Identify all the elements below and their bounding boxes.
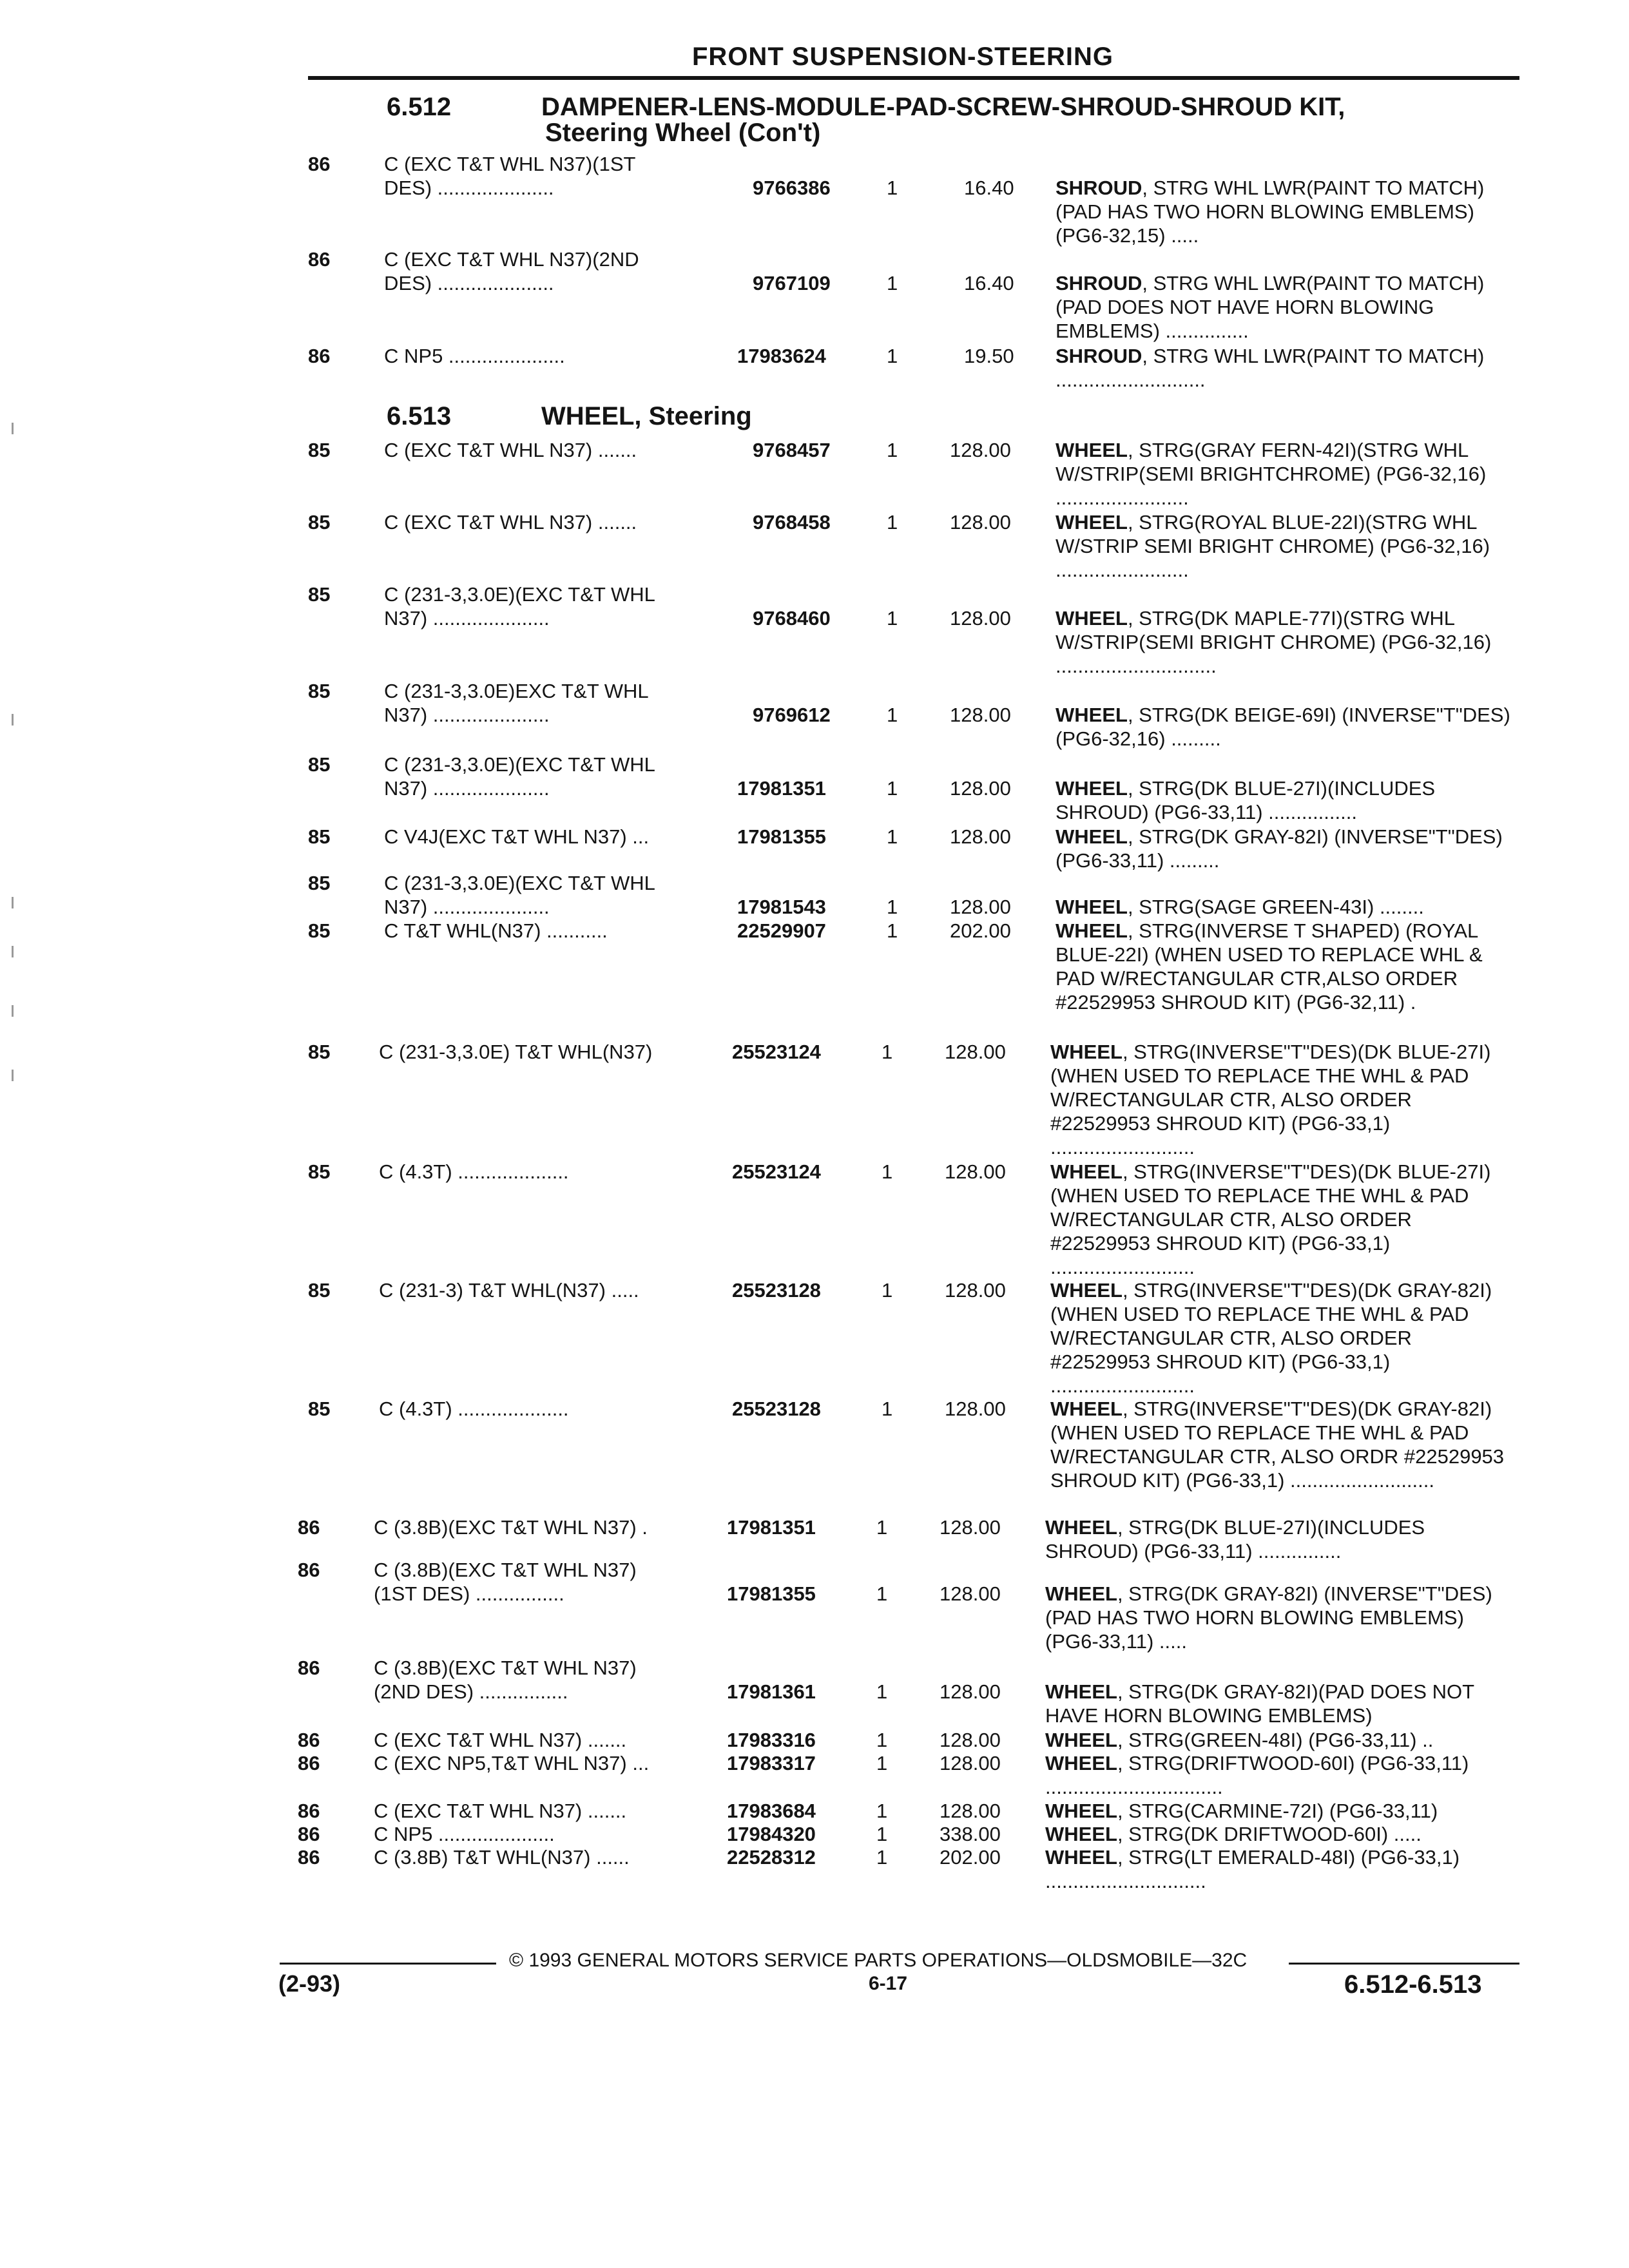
part-description [1050, 1160, 1514, 1279]
quantity: 1 [887, 272, 898, 294]
figure-number: 85 [308, 1041, 331, 1063]
part-description [1045, 1515, 1509, 1563]
figure-number: 85 [308, 919, 331, 942]
quantity: 1 [882, 1398, 893, 1420]
price: 202.00 [950, 919, 1011, 942]
figure-number: 86 [298, 1657, 320, 1679]
description-keyword: WHEEL [1055, 896, 1128, 918]
section-number: 6.512 [387, 93, 452, 121]
price: 128.00 [945, 1041, 1006, 1063]
price: 128.00 [940, 1680, 1001, 1703]
part-number: 9767109 [753, 272, 831, 294]
model-usage: C (231-3) T&T WHL(N37) ..... [379, 1279, 639, 1302]
description-text: , STRG(CARMINE-72I) (PG6-33,11) [1117, 1800, 1438, 1822]
model-usage: C (231-3,3.0E)(EXC T&T WHL N37) ..................... [384, 583, 655, 629]
quantity: 1 [887, 345, 898, 367]
price: 128.00 [940, 1752, 1001, 1774]
footer-rule-right [1289, 1963, 1519, 1965]
description-text: , STRG(DK MAPLE-77I)(STRG WHL W/STRIP(SEMI BRIGHT CHROME) (PG6-32,16) ............................. [1055, 607, 1492, 677]
figure-number: 86 [298, 1752, 320, 1774]
price: 128.00 [950, 825, 1011, 848]
figure-number: 85 [308, 511, 331, 533]
quantity: 1 [876, 1846, 888, 1869]
part-description [1045, 1680, 1509, 1727]
description-text: , STRG(GREEN-48I) (PG6-33,11) .. [1117, 1729, 1434, 1751]
part-description [1055, 606, 1519, 678]
model-usage: C (3.8B) T&T WHL(N37) ...... [374, 1846, 630, 1869]
part-number: 17983684 [727, 1800, 816, 1822]
part-description [1055, 776, 1519, 824]
footer-page-number: 6-17 [869, 1973, 908, 1994]
part-number: 17981355 [727, 1582, 816, 1605]
figure-number: 86 [298, 1729, 320, 1751]
footer-date-code: (2-93) [278, 1970, 341, 1997]
part-description [1050, 1397, 1514, 1492]
part-description [1055, 919, 1519, 1014]
description-text: , STRG WHL LWR(PAINT TO MATCH)(PAD HAS TWO HORN BLOWING EMBLEMS) (PG6-32,15) ..... [1055, 177, 1485, 247]
description-text: , STRG(SAGE GREEN-43I) ........ [1127, 896, 1424, 918]
description-text: , STRG(INVERSE"T"DES)(DK BLUE-27I) (WHEN USED TO REPLACE THE WHL & PAD W/RECTANGULAR CTR, ALSO ORDER #22529953 SHROUD KIT) (PG6-33,1) .......................... [1050, 1160, 1491, 1278]
quantity: 1 [876, 1729, 888, 1751]
description-text: , STRG(DK BLUE-27I)(INCLUDES SHROUD) (PG6-33,11) ................ [1055, 777, 1436, 823]
description-text: , STRG(DK DRIFTWOOD-60I) ..... [1117, 1823, 1422, 1845]
description-text: , STRG WHL LWR(PAINT TO MATCH) ........................... [1055, 345, 1485, 391]
figure-number: 86 [298, 1800, 320, 1822]
quantity: 1 [887, 607, 898, 629]
part-number: 17983624 [737, 345, 826, 367]
part-description [1045, 1845, 1509, 1893]
figure-number: 86 [298, 1516, 320, 1539]
quantity: 1 [887, 896, 898, 918]
part-number: 9766386 [753, 177, 831, 199]
price: 128.00 [950, 439, 1011, 461]
quantity: 1 [876, 1582, 888, 1605]
part-description [1055, 271, 1519, 343]
description-text: , STRG(INVERSE"T"DES)(DK GRAY-82I) (WHEN USED TO REPLACE THE WHL & PAD W/RECTANGULAR CTR, ALSO ORDER #22529953 SHROUD KIT) (PG6-33,1) .......................... [1050, 1279, 1492, 1397]
model-usage: C (EXC T&T WHL N37) ....... [374, 1800, 627, 1822]
figure-number: 86 [308, 153, 331, 175]
model-usage: C (EXC NP5,T&T WHL N37) ... [374, 1752, 650, 1774]
figure-number: 85 [308, 1398, 331, 1420]
price: 16.40 [964, 177, 1014, 199]
description-keyword: WHEEL [1045, 1582, 1117, 1605]
figure-number: 85 [308, 439, 331, 461]
figure-number: 86 [308, 248, 331, 271]
description-keyword: WHEEL [1045, 1846, 1117, 1869]
quantity: 1 [876, 1823, 888, 1845]
scan-artifact [12, 1070, 14, 1081]
description-text: , STRG(INVERSE"T"DES)(DK GRAY-82I) (WHEN USED TO REPLACE THE WHL & PAD W/RECTANGULAR CTR, ALSO ORDR #22529953 SHROUD KIT) (PG6-33,1) .......................... [1050, 1398, 1505, 1492]
model-usage: C (231-3,3.0E) T&T WHL(N37) [379, 1041, 653, 1063]
description-text: , STRG WHL LWR(PAINT TO MATCH)(PAD DOES NOT HAVE HORN BLOWING EMBLEMS) ............... [1055, 272, 1485, 342]
description-keyword: WHEEL [1055, 825, 1128, 848]
part-description [1045, 1822, 1509, 1846]
part-number: 9768457 [753, 439, 831, 461]
description-keyword: WHEEL [1055, 439, 1128, 461]
price: 128.00 [940, 1582, 1001, 1605]
price: 128.00 [945, 1279, 1006, 1302]
model-usage: C (3.8B)(EXC T&T WHL N37) (2ND DES) ................ [374, 1657, 637, 1703]
description-keyword: SHROUD [1055, 272, 1142, 294]
description-keyword: WHEEL [1055, 919, 1128, 942]
price: 128.00 [950, 896, 1011, 918]
model-usage: C (EXC T&T WHL N37)(1ST DES) ..................... [384, 153, 636, 199]
model-usage: C (3.8B)(EXC T&T WHL N37) (1ST DES) ................ [374, 1559, 637, 1605]
part-number: 25523128 [732, 1279, 821, 1302]
part-number: 9768460 [753, 607, 831, 629]
description-keyword: WHEEL [1055, 607, 1128, 629]
part-number: 9768458 [753, 511, 831, 533]
description-keyword: WHEEL [1055, 511, 1128, 533]
quantity: 1 [887, 177, 898, 199]
description-text: , STRG(DRIFTWOOD-60I) (PG6-33,11) ................................ [1045, 1752, 1469, 1798]
description-keyword: SHROUD [1055, 345, 1142, 367]
figure-number: 85 [308, 753, 331, 776]
description-keyword: WHEEL [1050, 1279, 1123, 1302]
price: 128.00 [940, 1516, 1001, 1539]
part-number: 22529907 [737, 919, 826, 942]
description-text: , STRG(DK BEIGE-69I) (INVERSE"T"DES) (PG6-32,16) ......... [1055, 704, 1510, 750]
part-number: 17983317 [727, 1752, 816, 1774]
model-usage: C V4J(EXC T&T WHL N37) ... [384, 825, 650, 848]
scan-artifact [12, 897, 14, 908]
quantity: 1 [887, 825, 898, 848]
part-description [1055, 344, 1519, 392]
description-keyword: WHEEL [1045, 1516, 1117, 1539]
model-usage: C T&T WHL(N37) ........... [384, 919, 608, 942]
footer-copyright: © 1993 GENERAL MOTORS SERVICE PARTS OPERATIONS—OLDSMOBILE—32C [509, 1950, 1248, 1971]
model-usage: C NP5 ..................... [384, 345, 565, 367]
part-number: 17981361 [727, 1680, 816, 1703]
price: 128.00 [940, 1800, 1001, 1822]
model-usage: C (EXC T&T WHL N37) ....... [384, 439, 637, 461]
quantity: 1 [887, 439, 898, 461]
description-text: , STRG(DK GRAY-82I) (INVERSE"T"DES) (PG6-33,11) ......... [1055, 825, 1503, 872]
description-text: , STRG(GRAY FERN-42I)(STRG WHL W/STRIP(SEMI BRIGHTCHROME) (PG6-32,16) ........................ [1055, 439, 1487, 509]
price: 128.00 [940, 1729, 1001, 1751]
figure-number: 85 [308, 1279, 331, 1302]
description-text: , STRG(DK GRAY-82I)(PAD DOES NOT HAVE HORN BLOWING EMBLEMS) [1045, 1680, 1474, 1727]
figure-number: 86 [298, 1846, 320, 1869]
description-text: , STRG(LT EMERALD-48I) (PG6-33,1) ............................. [1045, 1846, 1460, 1892]
description-text: , STRG(ROYAL BLUE-22I)(STRG WHL W/STRIP SEMI BRIGHT CHROME) (PG6-32,16) ........................ [1055, 511, 1490, 581]
quantity: 1 [887, 777, 898, 800]
price: 128.00 [950, 607, 1011, 629]
description-keyword: WHEEL [1045, 1800, 1117, 1822]
part-number: 17981355 [737, 825, 826, 848]
quantity: 1 [876, 1516, 888, 1539]
model-usage: C (EXC T&T WHL N37) ....... [374, 1729, 627, 1751]
description-text: , STRG(INVERSE"T"DES)(DK BLUE-27I) (WHEN USED TO REPLACE THE WHL & PAD W/RECTANGULAR CTR, ALSO ORDER #22529953 SHROUD KIT) (PG6-33,1) .......................... [1050, 1041, 1491, 1158]
part-description [1045, 1751, 1509, 1799]
model-usage: C (4.3T) .................... [379, 1160, 569, 1183]
description-keyword: WHEEL [1055, 777, 1128, 800]
price: 202.00 [940, 1846, 1001, 1869]
quantity: 1 [887, 919, 898, 942]
quantity: 1 [887, 704, 898, 726]
description-text: , STRG(INVERSE T SHAPED) (ROYAL BLUE-22I) (WHEN USED TO REPLACE WHL & PAD W/RECTANGULAR CTR,ALSO ORDER #22529953 SHROUD KIT) (PG6-32,11) . [1055, 919, 1483, 1014]
scan-artifact [12, 946, 14, 957]
price: 128.00 [945, 1160, 1006, 1183]
model-usage: C (231-3,3.0E)(EXC T&T WHL N37) ..................... [384, 872, 655, 918]
description-text: , STRG(DK GRAY-82I) (INVERSE"T"DES)(PAD HAS TWO HORN BLOWING EMBLEMS)(PG6-33,11) ..... [1045, 1582, 1492, 1653]
figure-number: 85 [308, 680, 331, 702]
figure-number: 86 [298, 1823, 320, 1845]
quantity: 1 [882, 1279, 893, 1302]
description-keyword: WHEEL [1050, 1160, 1123, 1183]
footer-rule-left [280, 1963, 496, 1965]
description-keyword: WHEEL [1045, 1823, 1117, 1845]
section-number: 6.513 [387, 402, 452, 430]
part-description [1055, 438, 1519, 510]
part-description [1050, 1040, 1514, 1159]
section-title: WHEEL, Steering [541, 402, 752, 430]
description-keyword: SHROUD [1055, 177, 1142, 199]
part-description [1045, 1582, 1509, 1653]
price: 128.00 [950, 777, 1011, 800]
part-number: 17981351 [727, 1516, 816, 1539]
figure-number: 86 [308, 345, 331, 367]
model-usage: C NP5 ..................... [374, 1823, 555, 1845]
model-usage: C (4.3T) .................... [379, 1398, 569, 1420]
description-text: , STRG(DK BLUE-27I)(INCLUDES SHROUD) (PG6-33,11) ............... [1045, 1516, 1425, 1562]
part-number: 17981543 [737, 896, 826, 918]
model-usage: C (3.8B)(EXC T&T WHL N37) . [374, 1516, 648, 1539]
price: 128.00 [945, 1398, 1006, 1420]
model-usage: C (EXC T&T WHL N37)(2ND DES) ..................... [384, 248, 639, 294]
price: 128.00 [950, 704, 1011, 726]
scan-artifact [12, 714, 14, 726]
part-description [1050, 1278, 1514, 1398]
figure-number: 85 [308, 1160, 331, 1183]
part-number: 25523124 [732, 1160, 821, 1183]
quantity: 1 [882, 1160, 893, 1183]
description-keyword: WHEEL [1045, 1752, 1117, 1774]
figure-number: 85 [308, 583, 331, 606]
model-usage: C (EXC T&T WHL N37) ....... [384, 511, 637, 533]
scan-artifact [12, 1005, 14, 1017]
model-usage: C (231-3,3.0E)EXC T&T WHL N37) ..................... [384, 680, 649, 726]
quantity: 1 [887, 511, 898, 533]
description-keyword: WHEEL [1050, 1041, 1123, 1063]
running-title: FRONT SUSPENSION-STEERING [692, 43, 1113, 71]
figure-number: 86 [298, 1559, 320, 1581]
section-subtitle: Steering Wheel (Con't) [545, 119, 821, 147]
description-keyword: WHEEL [1045, 1680, 1117, 1703]
price: 128.00 [950, 511, 1011, 533]
part-description [1045, 1799, 1509, 1823]
quantity: 1 [876, 1680, 888, 1703]
scan-artifact [12, 423, 14, 434]
part-number: 17981351 [737, 777, 826, 800]
description-keyword: WHEEL [1050, 1398, 1123, 1420]
figure-number: 85 [308, 825, 331, 848]
part-number: 22528312 [727, 1846, 816, 1869]
price: 16.40 [964, 272, 1014, 294]
quantity: 1 [876, 1800, 888, 1822]
part-number: 25523128 [732, 1398, 821, 1420]
price: 338.00 [940, 1823, 1001, 1845]
description-keyword: WHEEL [1045, 1729, 1117, 1751]
part-number: 25523124 [732, 1041, 821, 1063]
part-number: 17983316 [727, 1729, 816, 1751]
part-number: 9769612 [753, 704, 831, 726]
part-description [1055, 703, 1519, 751]
part-number: 17984320 [727, 1823, 816, 1845]
price: 19.50 [964, 345, 1014, 367]
model-usage: C (231-3,3.0E)(EXC T&T WHL N37) ..................... [384, 753, 655, 800]
description-keyword: WHEEL [1055, 704, 1128, 726]
part-description [1055, 176, 1519, 247]
footer-section-range: 6.512-6.513 [1344, 1970, 1482, 1999]
part-description [1055, 825, 1519, 872]
section-title: DAMPENER-LENS-MODULE-PAD-SCREW-SHROUD-SHROUD KIT, [541, 93, 1345, 121]
quantity: 1 [876, 1752, 888, 1774]
quantity: 1 [882, 1041, 893, 1063]
figure-number: 85 [308, 872, 331, 894]
part-description [1055, 895, 1519, 919]
part-description [1055, 510, 1519, 582]
part-description [1045, 1728, 1509, 1752]
